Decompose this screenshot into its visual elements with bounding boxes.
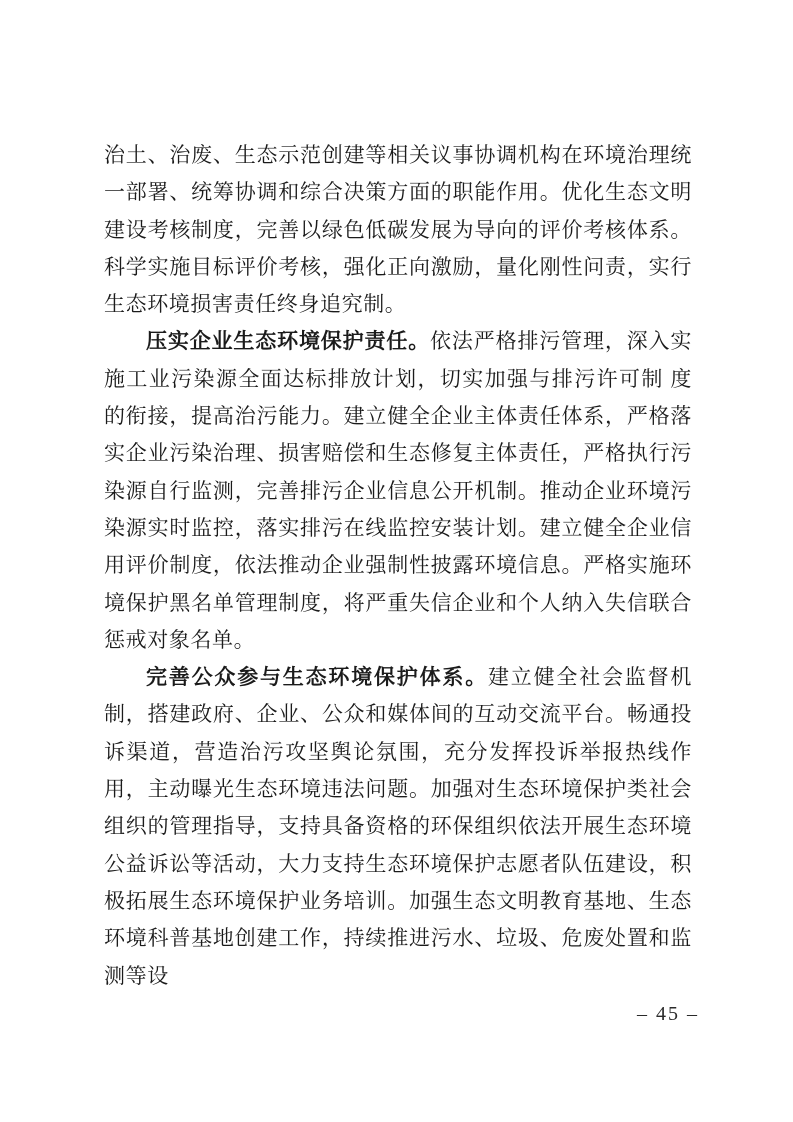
- paragraph-public-participation: [104, 659, 692, 995]
- paragraph-continuation: [104, 137, 692, 323]
- paragraph-lead: 压实企业生态环境保护责任。: [146, 330, 431, 354]
- body-text: [104, 137, 692, 995]
- paragraph-enterprise-responsibility: [104, 323, 692, 659]
- paragraph-text: 依法严格排污管理，深入实施工业污染源全面达标排放计划，切实加强与排污许可制 度的衔接，提高治污能力。建立健全企业主体责任体系，严格落实企业污染治理、损害赔偿和生态修复主体责任，严格执行污染源自行监测，完善排污企业信息公开机制。推动企业环境污染源实时监控，落实排污在线监控安装计划。建立健全企业信用评价制度，依法推动企业强制性披露环境信息。严格实施环境保护黑名单管理制度，将严重失信企业和个人纳入失信联合惩戒对象名单。: [104, 329, 692, 652]
- paragraph-lead: 完善公众参与生态环境保护体系。: [146, 666, 488, 690]
- page-number: – 45 –: [637, 1003, 699, 1025]
- paragraph-text: 治土、治废、生态示范创建等相关议事协调机构在环境治理统一部署、统筹协调和综合决策方面的职能作用。优化生态文明建设考核制度，完善以绿色低碳发展为导向的评价考核体系。科学实施目标评价考核，强化正向激励，量化刚性问责，实行生态环境损害责任终身追究制。: [104, 143, 692, 317]
- paragraph-text: 建立健全社会监督机制，搭建政府、企业、公众和媒体间的互动交流平台。畅通投诉渠道，营造治污攻坚舆论氛围，充分发挥投诉举报热线作用，主动曝光生态环境违法问题。加强对生态环境保护类社会组织的管理指导，支持具备资格的环保组织依法开展生态环境公益诉讼等活动，大力支持生态环境保护志愿者队伍建设，积极拓展生态环境保护业务培训。加强生态文明教育基地、生态环境科普基地创建工作，持续推进污水、垃圾、危废处置和监测等设: [104, 665, 692, 988]
